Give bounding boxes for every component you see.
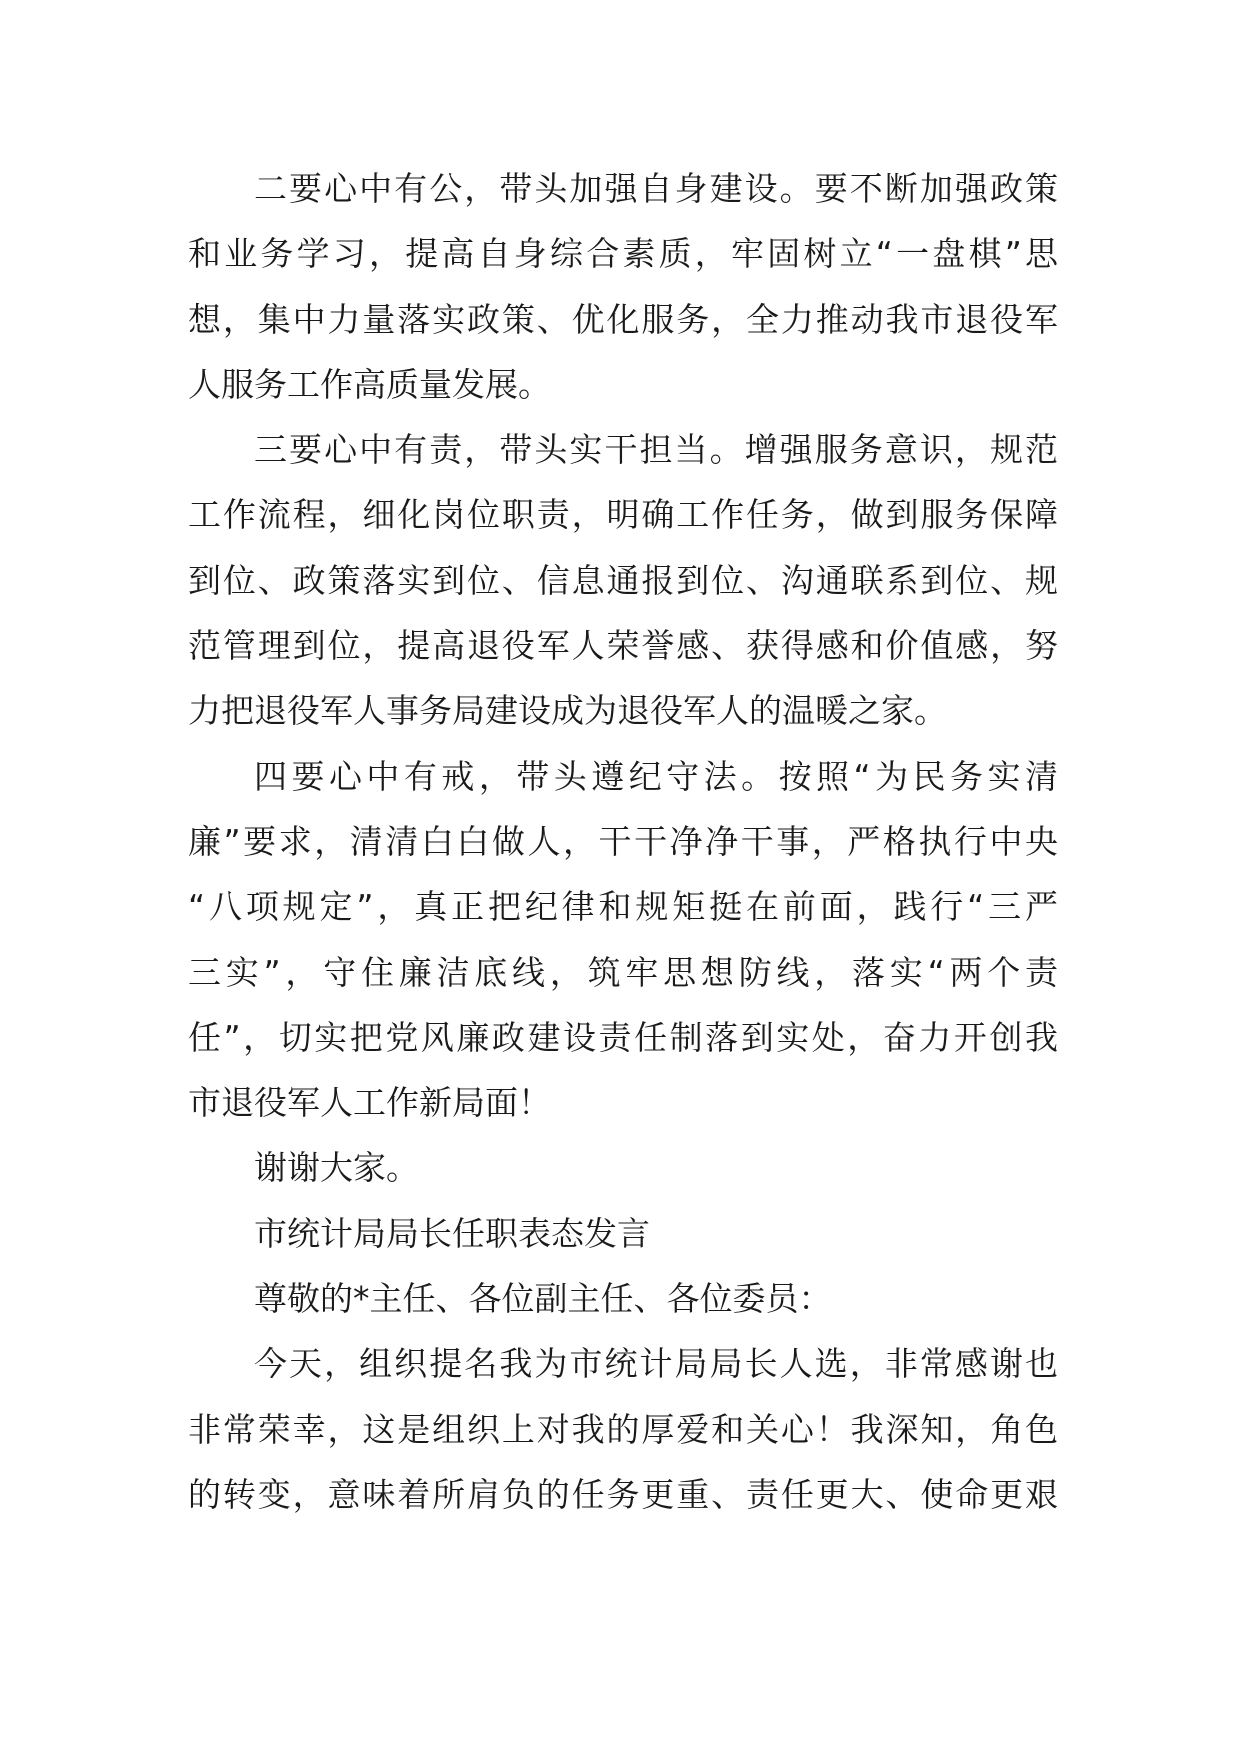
speech-title: 市统计局局长任职表态发言 — [254, 1213, 650, 1253]
paragraph-line: 二要心中有公，带头加强自身建设。要不断加强政策 — [254, 169, 1058, 208]
paragraph-line: 市退役军人工作新局面！ — [188, 1083, 551, 1123]
paragraph-fourth-requirement — [188, 744, 1058, 1136]
paragraph-line: 范管理到位，提高退役军人荣誉感、获得感和价值感，努 — [188, 626, 1058, 666]
paragraph-line: 人服务工作高质量发展。 — [188, 364, 551, 404]
paragraph-line: 非常荣幸，这是组织上对我的厚爱和关心！我深知，角色 — [188, 1409, 1058, 1449]
paragraph-opening-remarks — [188, 1331, 1058, 1527]
paragraph-line: 三实”，守住廉洁底线，筑牢思想防线，落实“两个责 — [188, 952, 1058, 992]
paragraph-line: 廉”要求，清清白白做人，干干净净干事，严格执行中央 — [188, 821, 1058, 861]
paragraph-line: “八项规定”，真正把纪律和规矩挺在前面，践行“三严 — [188, 887, 1058, 927]
document-body — [188, 156, 1058, 1527]
salutation: 尊敬的*主任、各位副主任、各位委员： — [254, 1279, 832, 1319]
paragraph-line: 到位、政策落实到位、信息通报到位、沟通联系到位、规 — [188, 560, 1058, 600]
paragraph-line: 三要心中有责，带头实干担当。增强服务意识，规范 — [254, 430, 1058, 470]
paragraph-line: 四要心中有戒，带头遵纪守法。按照“为民务实清 — [254, 756, 1058, 796]
paragraph-line: 力把退役军人事务局建设成为退役军人的温暖之家。 — [188, 691, 947, 731]
paragraph-third-requirement — [188, 417, 1058, 743]
paragraph-line: 和业务学习，提高自身综合素质，牢固树立“一盘棋”思 — [188, 234, 1058, 274]
paragraph-line: 的转变，意味着所肩负的任务更重、责任更大、使命更艰 — [188, 1474, 1058, 1514]
paragraph-second-requirement — [188, 156, 1058, 417]
closing-thanks: 谢谢大家。 — [254, 1148, 419, 1188]
paragraph-line: 今天，组织提名我为市统计局局长人选，非常感谢也 — [254, 1344, 1058, 1384]
paragraph-line: 工作流程，细化岗位职责，明确工作任务，做到服务保障 — [188, 495, 1058, 535]
paragraph-line: 想，集中力量落实政策、优化服务，全力推动我市退役军 — [188, 299, 1058, 339]
paragraph-line: 任”，切实把党风廉政建设责任制落到实处，奋力开创我 — [188, 1017, 1058, 1057]
